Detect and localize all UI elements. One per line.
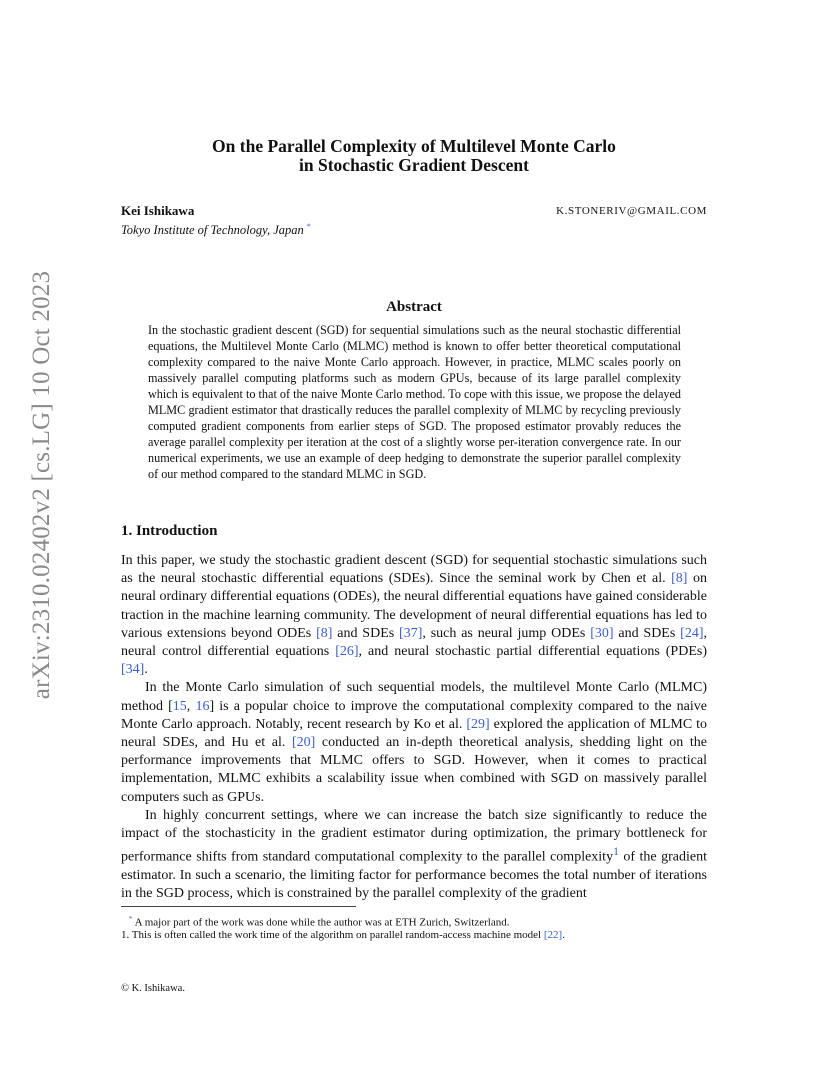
text-run: conducted an in-depth theoretical analysis, shedding light on the performance improvements that MLMC offers to SGD. However, when it comes to practical implementation, MLMC exhibits a scalability issue when combined with SGD on massively parallel computers such as GPUs. bbox=[121, 735, 707, 805]
text-run: of the gradient estimator. In such a scenario, the limiting factor for performance becomes the total number of iterations in the SGD process, which is constrained by the parallel complexity of the gradient bbox=[121, 849, 707, 902]
text-run: ] is a popular choice to improve the computational complexity compared to the naive Monte Carlo approach. Notably, recent research by Ko et al. bbox=[121, 698, 707, 732]
footnote-star bbox=[121, 912, 715, 930]
citation-link[interactable]: [26] bbox=[335, 644, 359, 660]
text-run: , bbox=[186, 698, 196, 714]
arxiv-stamp bbox=[22, 270, 62, 700]
citation-link[interactable]: [30] bbox=[590, 625, 614, 641]
citation-link[interactable]: 16 bbox=[195, 698, 210, 714]
text-run: In highly concurrent settings, where we can increase the batch size significantly to reduce the impact of the stochasticity in the gradient estimator during optimization, the primary bottleneck for performance shifts from standard computational complexity to the parallel complexity bbox=[121, 807, 707, 865]
footnote-rule bbox=[121, 906, 356, 907]
footnote-1 bbox=[121, 928, 707, 942]
citation-link[interactable]: [8] bbox=[671, 571, 688, 587]
text-run: and SDEs bbox=[332, 625, 400, 641]
citation-link[interactable]: [37] bbox=[399, 625, 423, 641]
citation-link[interactable]: [34] bbox=[121, 662, 145, 678]
author-email[interactable]: K.STONERIV@GMAIL.COM bbox=[556, 205, 707, 217]
abstract-text: In the stochastic gradient descent (SGD) for sequential simulations such as the neural stochastic differential equations, the Multilevel Monte Carlo (MLMC) method is known to offer better theoretical computational complexity compared to the naive Monte Carlo approach. However, in practice, MLMC scales poorly on massively parallel computing platforms such as modern GPUs, because of its large parallel complexity which is equivalent to that of the naive Monte Carlo method. To cope with this issue, we propose the delayed MLMC gradient estimator that drastically reduces the parallel complexity of MLMC by recycling previously computed gradient components from earlier steps of SGD. The proposed estimator provably reduces the average parallel complexity per iteration at the cost of a slightly worse per-iteration convergence rate. In our numerical experiments, we use an example of deep hedging to demonstrate the superior parallel complexity of our method compared to the standard MLMC in SGD. bbox=[148, 323, 681, 481]
text-run: In the Monte Carlo simulation of such sequential models, the multilevel Monte Carlo (MLMC) method [ bbox=[121, 680, 707, 714]
introduction-body bbox=[121, 552, 707, 904]
citation-link[interactable]: [20] bbox=[291, 735, 316, 751]
affiliation-footnote-mark[interactable]: * bbox=[306, 222, 311, 231]
title-line-1: On the Parallel Complexity of Multilevel Monte Carlo bbox=[212, 136, 616, 156]
footnote-1-end: . bbox=[562, 929, 565, 941]
citation-link[interactable]: [24] bbox=[680, 625, 704, 641]
paragraph-2 bbox=[121, 679, 707, 806]
text-run: In this paper, we study the stochastic gradient descent (SGD) for sequential stochastic simulations such as the neural stochastic differential equations (SDEs). Since the seminal work by Chen et al. bbox=[121, 553, 707, 587]
affiliation-text: Tokyo Institute of Technology, Japan bbox=[121, 223, 304, 238]
title-line-2: in Stochastic Gradient Descent bbox=[299, 155, 529, 175]
text-run: and SDEs bbox=[613, 625, 681, 641]
author-name: Kei Ishikawa bbox=[121, 203, 195, 218]
citation-link[interactable]: [8] bbox=[316, 625, 333, 641]
footnote-star-text: A major part of the work was done while the author was at ETH Zurich, Switzerland. bbox=[132, 916, 510, 929]
footnote-mark[interactable]: 1 bbox=[613, 845, 619, 859]
paper-title bbox=[120, 137, 708, 175]
text-run: explored the application of MLMC to neural SDEs, and Hu et al. bbox=[121, 716, 707, 751]
abstract-heading: Abstract bbox=[386, 299, 442, 315]
text-run: , neural control differential equations bbox=[121, 625, 707, 660]
text-run: , such as neural jump ODEs bbox=[422, 625, 591, 641]
section-heading-introduction: 1. Introduction bbox=[121, 523, 218, 539]
citation-link[interactable]: [22] bbox=[543, 929, 563, 941]
paragraph-1 bbox=[121, 552, 707, 679]
paragraph-3 bbox=[121, 807, 707, 904]
citation-link[interactable]: [29] bbox=[466, 716, 490, 732]
author-affiliation bbox=[121, 222, 311, 238]
text-run: on neural ordinary differential equations (ODEs), the neural differential equations have gained considerable traction in the machine learning community. The development of neural differential equations has led to various extensions beyond ODEs bbox=[121, 571, 708, 641]
citation-link[interactable]: 15 bbox=[172, 698, 187, 714]
copyright-notice: © K. Ishikawa. bbox=[121, 983, 185, 994]
footnote-1-text: 1. This is often called the work time of the algorithm on parallel random-access machine model bbox=[121, 929, 544, 941]
text-run: , and neural stochastic partial differential equations (PDEs) bbox=[358, 644, 707, 660]
footnote-star-mark: * bbox=[129, 915, 133, 923]
arxiv-id: arXiv:2310.02402v2 [cs.LG] 10 Oct 2023 bbox=[28, 270, 55, 700]
text-run: . bbox=[144, 662, 148, 678]
